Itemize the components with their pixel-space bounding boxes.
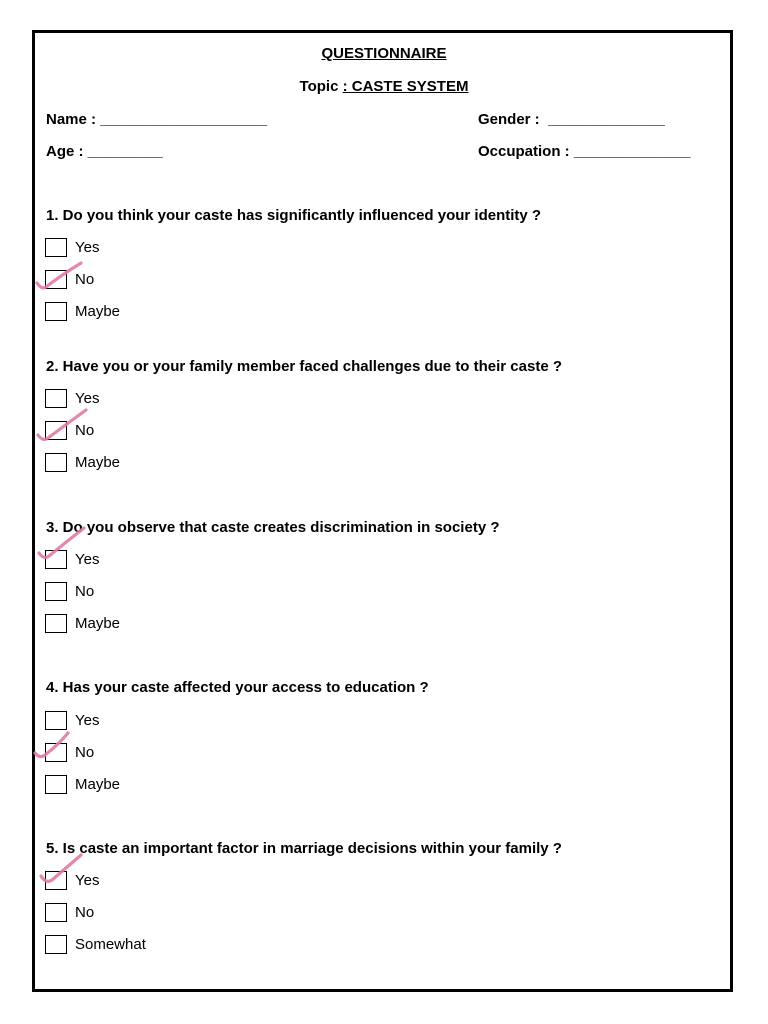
age-field[interactable]: Age : _________ — [46, 143, 163, 160]
question-4: 4. Has your caste affected your access to education ? — [46, 679, 429, 696]
checkbox[interactable] — [45, 582, 67, 601]
option-label: Yes — [75, 712, 100, 729]
option-label: Maybe — [75, 303, 121, 320]
option-label: Yes — [75, 239, 100, 256]
topic-value: : CASTE SYSTEM — [342, 78, 469, 95]
option-label: No — [75, 422, 95, 439]
checkbox[interactable] — [45, 871, 67, 890]
checkbox[interactable] — [45, 743, 67, 762]
option-label: Yes — [75, 872, 100, 889]
checkbox[interactable] — [45, 389, 67, 408]
question-3: 3. Do you observe that caste creates discrimination in society ? — [46, 519, 500, 536]
question-2: 2. Have you or your family member faced challenges due to their caste ? — [46, 358, 563, 375]
checkbox[interactable] — [45, 903, 67, 922]
questionnaire-title: QUESTIONNAIRE — [321, 45, 447, 62]
checkbox[interactable] — [45, 270, 67, 289]
question-5: 5. Is caste an important factor in marriage decisions within your family ? — [46, 840, 562, 857]
option-label: Maybe — [75, 454, 121, 471]
checkbox[interactable] — [45, 614, 67, 633]
option-label: No — [75, 271, 95, 288]
option-label: Yes — [75, 390, 100, 407]
topic-line — [0, 78, 768, 95]
checkbox[interactable] — [45, 775, 67, 794]
checkbox[interactable] — [45, 453, 67, 472]
checkbox[interactable] — [45, 238, 67, 257]
checkbox[interactable] — [45, 711, 67, 730]
option-label: Yes — [75, 551, 100, 568]
occupation-field[interactable]: Occupation : ______________ — [478, 143, 691, 160]
gender-field[interactable]: Gender : ______________ — [478, 111, 665, 128]
checkbox[interactable] — [45, 302, 67, 321]
option-label: No — [75, 904, 95, 921]
checkbox[interactable] — [45, 935, 67, 954]
option-label: Somewhat — [75, 936, 146, 953]
option-label: No — [75, 583, 95, 600]
question-1: 1. Do you think your caste has significantly influenced your identity ? — [46, 207, 542, 224]
option-label: Maybe — [75, 776, 121, 793]
name-field[interactable]: Name : ____________________ — [46, 111, 268, 128]
checkbox[interactable] — [45, 421, 67, 440]
option-label: Maybe — [75, 615, 121, 632]
checkbox[interactable] — [45, 550, 67, 569]
topic-label: Topic — [299, 78, 343, 95]
option-label: No — [75, 744, 95, 761]
